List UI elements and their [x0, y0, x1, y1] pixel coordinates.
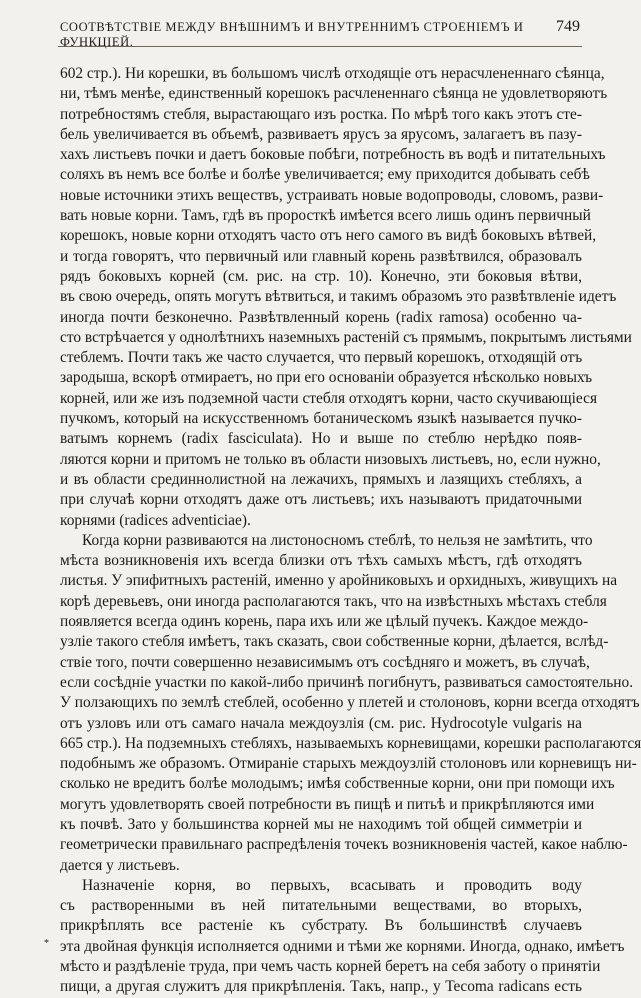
text-line: ствіе того, почти совершенно независимымъ отъ сосѣдняго и можетъ, въ случаѣ,: [60, 653, 590, 671]
header-rule: [58, 46, 582, 47]
text-line: если сосѣдніе участки по какой-либо причинѣ погибнутъ, развиваться самостоятельно.: [60, 673, 634, 691]
text-line: пучкомъ, который на искусственномъ ботаническомъ языкѣ называется пучко-: [60, 410, 582, 428]
text-line: появляется всегда одинъ корень, пара ихъ или же цѣлый пучекъ. Каждое междо-: [60, 613, 589, 631]
text-line: бель увеличивается въ объемѣ, развиваетъ ярусъ за ярусомъ, залагаетъ въ пазу-: [60, 125, 582, 143]
page-number: 749: [556, 18, 580, 35]
text-line: сто встрѣчается у однолѣтнихъ наземныхъ растеній съ прямымъ, покрытымъ листьями: [60, 328, 632, 346]
text-line: отъ узловъ или отъ самаго начала междоузлія (см. рис. Hydrocotyle vulgaris на: [60, 714, 582, 732]
text-line: потребностямъ стебля, вырастающаго изъ ростка. По мѣрѣ того какъ этотъ сте-: [60, 105, 582, 123]
text-line: стеблемъ. Почти такъ же часто случается, что первый корешокъ, отходящій отъ: [60, 349, 583, 367]
text-line: листья. У эпифитныхъ растеній, именно у аройниковыхъ и орхидныхъ, живущихъ на: [60, 572, 618, 590]
text-line: корешокъ, новые корни отходятъ часто отъ него самого въ видѣ боковыхъ вѣтвей,: [60, 227, 597, 245]
text-line: могутъ удовлетворять своей потребности въ пищѣ и питьѣ и прикрѣпляются ими: [60, 795, 595, 813]
text-line: зародыша, вскорѣ отмираетъ, но при его основаніи образуется нѣсколько новыхъ: [60, 369, 593, 387]
text-line: съ растворенными въ ней питательными веществами, во вторыхъ,: [60, 897, 582, 915]
text-line: вать новые корни. Тамъ, гдѣ въ проросткѣ имѣется всего лишь одинъ первичный: [60, 207, 591, 225]
text-line: хахъ листьевъ почки и даетъ боковые побѣги, потребность въ водѣ и питательныхъ: [60, 146, 606, 164]
text-line: эта двойная функція исполняется одними и тѣми же корнями. Иногда, однако, имѣетъ: [60, 937, 625, 955]
text-line: новые источники этихъ веществъ, устраивать новые водопроводы, словомъ, разви-: [60, 186, 604, 204]
text-line: при случаѣ корни отходятъ даже отъ листьевъ; ихъ называютъ придаточными: [60, 491, 582, 509]
text-line: пищи, а другая служитъ для прикрѣпленія. Такъ, напр., у Tecoma radicans есть: [60, 978, 582, 996]
text-line: корнями (radices adventiciae).: [60, 511, 251, 529]
text-line: 665 стр.). На подземныхъ стебляхъ, называемыхъ корневищами, корешки располагаются: [60, 734, 641, 752]
text-line: и тогда говорятъ, что первичный или главный корень развѣтвился, образовалъ: [60, 247, 582, 265]
text-line: ватымъ корнемъ (radix fasciculata). Но и выше по стеблю нерѣдко появ-: [60, 430, 582, 448]
paragraph-start-line: Когда корни развиваются на листоносномъ стеблѣ, то нельзя не замѣтить, что: [82, 531, 593, 549]
running-header: [60, 18, 580, 49]
text-line: 602 стр.). Ни корешки, въ большомъ числѣ отходящіе отъ нерасчлененнаго сѣянца,: [60, 65, 605, 82]
paragraph-start-line: Назначеніе корня, во первыхъ, всасывать и проводить воду: [82, 876, 582, 894]
text-line: сколько не вредитъ болѣе молодымъ; имѣя собственные корни, они при помощи ихъ: [60, 775, 615, 793]
text-line: дается у листьевъ.: [60, 856, 180, 874]
text-line: прикрѣплять все растеніе къ субстрату. Въ большинствѣ случаевъ: [60, 917, 582, 935]
text-line: узліе такого стебля имѣетъ, такъ сказать, свои собственные корни, дѣлается, вслѣд-: [60, 633, 609, 651]
text-line: подобнымъ же образомъ. Отмираніе старыхъ междоузлій столоновъ или корневищъ ни-: [60, 755, 637, 773]
text-line: мѣсто и раздѣленіе труда, при чемъ часть корней беретъ на себя заботу о принятіи: [60, 958, 601, 976]
body-text: [60, 64, 641, 998]
footer-mark: *: [44, 938, 49, 949]
text-line: ни, тѣмъ менѣе, единственный корешокъ расчлененнаго сѣянца не удовлетворяютъ: [60, 85, 608, 103]
text-line: рядъ боковыхъ корней (см. рис. на стр. 10). Конечно, эти боковыя вѣтви,: [60, 267, 582, 285]
text-line: геометрически правильнаго распредѣленія точекъ возникновенія частей, какое наблю-: [60, 836, 628, 854]
text-line: корѣ деревьевъ, они иногда располагаются такъ, что на извѣстныхъ мѣстахъ стебля: [60, 592, 607, 610]
text-line: иногда почти безконечно. Развѣтвленный корень (radix ramosa) особенно ча-: [60, 308, 582, 326]
text-line: У ползающихъ по землѣ стеблей, особенно у плетей и столоновъ, корни всегда отходятъ: [60, 694, 640, 712]
running-title: СООТВѢТСТВІЕ МЕЖДУ ВНѢШНИМЪ И ВНУТРЕННИМЪ СТРОЕНІЕМЪ И ФУНКЦІЕЙ.: [60, 20, 524, 49]
text-line: и въ области срединнолистной на лежачихъ, прямыхъ и лазящихъ стебляхъ, а: [60, 470, 582, 488]
text-line: къ почвѣ. Зато у большинства корней мы не находимъ той общей симметріи и: [60, 815, 582, 833]
text-line: ляются корни и притомъ не только въ области низовыхъ листьевъ, но, если нужно,: [60, 450, 601, 468]
text-line: корней, или же изъ подземной части стебля отходятъ корни, часто скучивающіеся: [60, 389, 598, 407]
text-line: мѣста возникновенія ихъ всегда близки отъ тѣхъ самыхъ мѣстъ, гдѣ отходятъ: [60, 552, 582, 570]
text-line: въ свою очередь, опять могутъ вѣтвиться, и такимъ образомъ это развѣтвленіе идетъ: [60, 288, 617, 306]
text-line: соляхъ въ немъ все болѣе и болѣе увеличивается; ему приходится добывать себѣ: [60, 166, 590, 184]
